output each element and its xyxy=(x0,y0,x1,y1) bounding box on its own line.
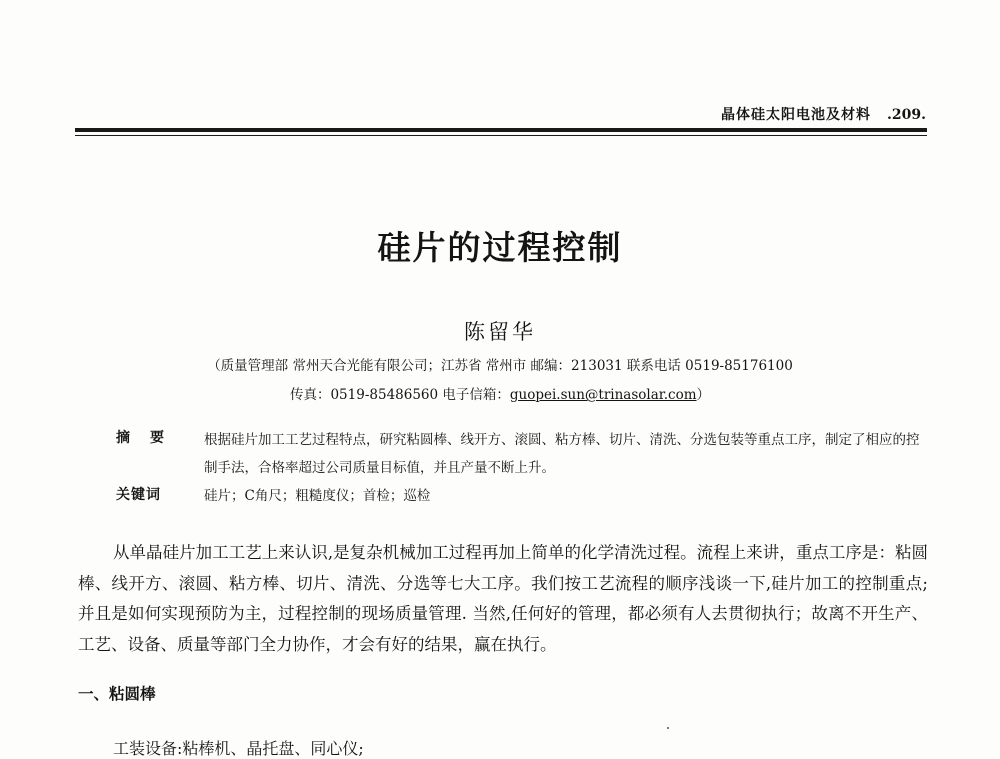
intro-paragraph: 从单晶硅片加工工艺上来认识,是复杂机械加工过程再加上简单的化学清洗过程。流程上来讲，重点工序是：粘圆棒、线开方、滚圆、粘方棒、切片、清洗、分选等七大工序。我们按工艺流程的顺序浅谈一下,硅片加工的控制重点;并且是如何实现预防为主，过程控制的现场质量管理. 当然,任何好的管理，都必须有人去贯彻执行；故离不开生产、工艺、设备、质量等部门全力协作，才会有好的结果，赢在执行。 xyxy=(78,543,928,654)
author-name: 陈留华 xyxy=(464,320,536,344)
keywords-label: 关键词 xyxy=(116,487,161,503)
equipment-line: 工装设备:粘棒机、晶托盘、同心仪; xyxy=(113,739,364,758)
journal-name: 晶体硅太阳电池及材料 xyxy=(721,107,872,123)
keywords-text: 硅片；C角尺；粗糙度仪；首检；巡检 xyxy=(204,488,431,504)
section-heading: 一、粘圆棒 xyxy=(78,685,156,703)
contact-close: ） xyxy=(696,387,711,403)
page-number: .209. xyxy=(887,107,926,123)
email-link[interactable]: guopei.sun@trinasolar.com xyxy=(509,387,697,403)
header-rule-thin xyxy=(75,135,927,136)
author-contact xyxy=(0,383,1000,403)
running-header xyxy=(721,104,926,124)
fax-line: 传真：0519-85486560 电子信箱： xyxy=(289,387,510,403)
scan-speck xyxy=(667,727,669,729)
paper-title: 硅片的过程控制 xyxy=(377,228,623,267)
abstract-label: 摘要 xyxy=(116,430,184,446)
abstract-text: 根据硅片加工工艺过程特点，研究粘圆棒、线开方、滚圆、粘方棒、切片、清洗、分选包装等重点工序，制定了相应的控制手法，合格率超过公司质量目标值，并且产量不断上升。 xyxy=(204,432,920,476)
author-affiliation: （质量管理部 常州天合光能有限公司；江苏省 常州市 邮编：213031 联系电话 0519-85176100 xyxy=(207,358,793,374)
header-rule-thick xyxy=(75,128,927,132)
